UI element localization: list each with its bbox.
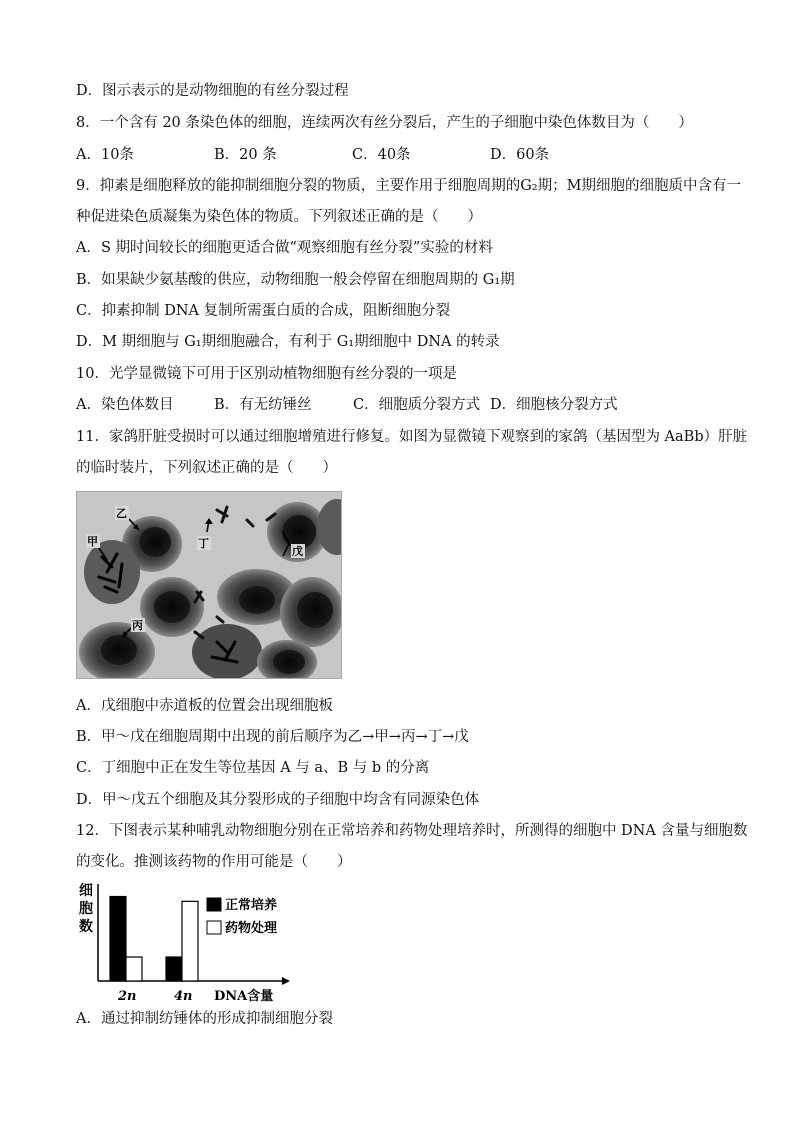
option-d-line: D．图示表示的是动物细胞的有丝分裂过程 (76, 83, 349, 99)
bar-normal-4n (166, 957, 182, 981)
x-axis-label: DNA含量 (214, 989, 274, 1004)
y-axis-label-char-2: 胞 (79, 901, 93, 917)
q9-option-a: A．S 期时间较长的细胞更适合做“观察细胞有丝分裂”实验的材料 (76, 240, 493, 256)
question-10-options (76, 395, 618, 415)
q11-option-a: A．戊细胞中赤道板的位置会出现细胞板 (76, 698, 333, 714)
y-axis-label-char-1: 细 (79, 883, 93, 899)
dna-content-chart (74, 880, 304, 1005)
label-wu: 戊 (292, 545, 303, 558)
q11-option-c: C．丁细胞中正在发生等位基因 A 与 a、B 与 b 的分离 (76, 760, 430, 776)
question-9-line1: 9．抑素是细胞释放的能抑制细胞分裂的物质，主要作用于细胞周期的G₂期；M期细胞的细胞质中含有一 (76, 178, 741, 194)
question-11-line2: 的临时装片，下列叙述正确的是（ ） (76, 460, 337, 476)
q10-option-d: D．细胞核分裂方式 (490, 397, 618, 413)
q9-option-c: C．抑素抑制 DNA 复制所需蛋白质的合成，阻断细胞分裂 (76, 303, 451, 319)
bar-drug-2n (126, 957, 142, 981)
q12-option-a: A．通过抑制纺锤体的形成抑制细胞分裂 (76, 1011, 333, 1027)
q9-option-d: D．M 期细胞与 G₁期细胞融合，有利于 G₁期细胞中 DNA 的转录 (76, 334, 500, 350)
q10-option-c: C．细胞质分裂方式 (353, 397, 481, 413)
question-11-line1: 11．家鸽肝脏受损时可以通过细胞增殖进行修复。如图为显微镜下观察到的家鸽（基因型为 AaBb）肝脏 (76, 429, 748, 445)
bar-normal-2n (110, 897, 126, 981)
label-yi: 乙 (116, 507, 127, 520)
x-tick-4n: 4n (174, 989, 193, 1004)
question-12-line1: 12．下图表示某种哺乳动物细胞分别在正常培养和药物处理培养时，所测得的细胞中 DNA 含量与细胞数 (76, 823, 748, 839)
question-9-line2: 种促进染色质凝集为染色体的物质。下列叙述正确的是（ ） (76, 209, 482, 225)
q8-option-b: B．20 条 (214, 147, 277, 163)
q8-option-a: A．10条 (76, 147, 134, 163)
q10-option-b: B．有无纺锤丝 (214, 397, 312, 413)
question-8: 8．一个含有 20 条染色体的细胞，连续两次有丝分裂后，产生的子细胞中染色体数目为（ ） (76, 115, 693, 131)
q9-option-b: B．如果缺少氨基酸的供应，动物细胞一般会停留在细胞周期的 G₁期 (76, 272, 515, 288)
legend-label-normal: 正常培养 (225, 898, 278, 913)
q8-option-c: C．40条 (352, 147, 411, 163)
bar-drug-4n (182, 901, 198, 981)
y-axis-label-char-3: 数 (79, 919, 93, 935)
q8-option-d: D．60条 (490, 147, 550, 163)
micrograph-image (76, 491, 342, 679)
x-axis-arrow (282, 977, 290, 985)
q11-option-b: B．甲～戊在细胞周期中出现的前后顺序为乙→甲→丙→丁→戊 (76, 729, 469, 745)
x-tick-2n: 2n (118, 989, 137, 1004)
legend-swatch-normal (207, 898, 221, 911)
question-10: 10．光学显微镜下可用于区别动植物细胞有丝分裂的一项是 (76, 366, 457, 382)
label-bing: 丙 (132, 619, 143, 632)
label-jia: 甲 (87, 535, 98, 548)
label-ding: 丁 (198, 537, 209, 550)
question-8-options (76, 145, 628, 165)
legend-swatch-drug (207, 921, 221, 934)
q10-option-a: A．染色体数目 (76, 397, 174, 413)
question-12-line2: 的变化。推测该药物的作用可能是（ ） (76, 854, 352, 870)
legend-label-drug: 药物处理 (225, 921, 278, 936)
q11-option-d: D．甲～戊五个细胞及其分裂形成的子细胞中均含有同源染色体 (76, 792, 480, 808)
